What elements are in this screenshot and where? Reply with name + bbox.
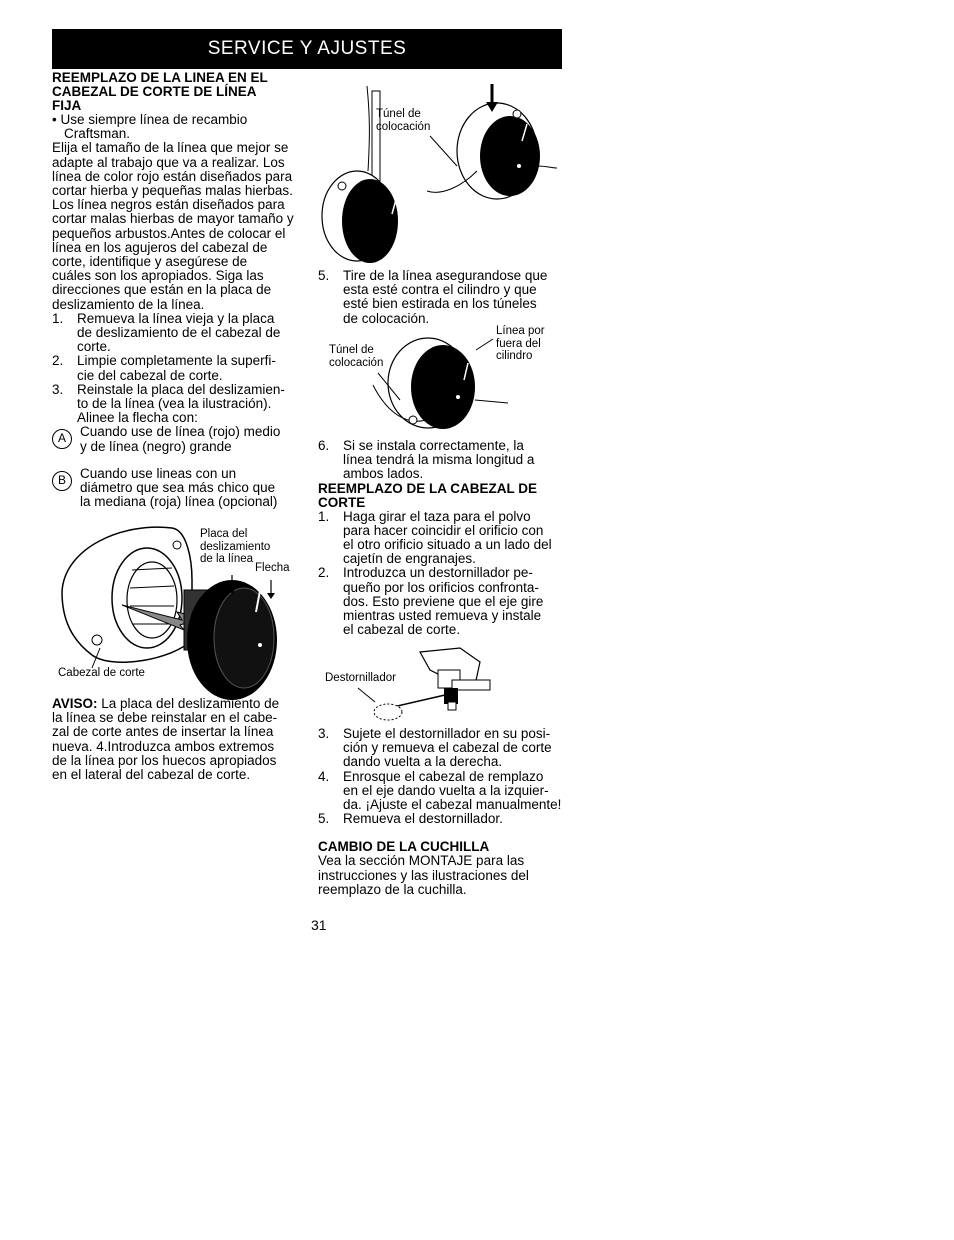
heading-cambio-cuchilla: CAMBIO DE LA CUCHILLA	[318, 839, 490, 855]
bullet-craftsman: • Use siempre línea de recambio Craftsman.	[52, 112, 248, 142]
right-column-bottom	[318, 727, 570, 897]
paragraph-line-size: Elija el tamaño de la línea que mejor se adapte al trabajo que va a realizar. Los línea de color rojo están diseñados para cortar hierba y pequeñas malas hierbas. Los línea negros están diseñados para cortar malas hierbas de mayor tamaño y pequeños arbustos.Antes de colocar el línea en los agujeros del cabezal de corte, identifique y asegúrese de cuáles son los apropiados. Siga las direcciones que están en la placa de deslizamiento de la línea.	[52, 140, 294, 312]
option-a-circle-icon: A	[52, 429, 72, 449]
step-6-right: 6. Si se instala correctamente, la línea tendrá la misma longitud a ambos lados.	[318, 438, 535, 482]
figure-tunnel	[312, 76, 562, 266]
page-number: 31	[311, 917, 327, 933]
step-3-right: 3. Sujete el destornillador en su posi- ción y remueva el cabezal de corte dando vuelta a la derecha.	[318, 726, 552, 770]
figure-line-outside	[318, 325, 558, 435]
option-b: B Cuando use lineas con un diámetro que sea más chico que la mediana (roja) línea (opcional)	[52, 467, 304, 510]
figure-cutting-head-plate	[52, 520, 302, 695]
label-tunel-2: Túnel de colocación	[329, 344, 384, 369]
step-5-right: 5. Tire de la línea asegurandose que esta esté contra el cilindro y que esté bien estirada en los túneles de colocación.	[318, 268, 548, 326]
paragraph-cuchilla: Vea la sección MONTAJE para las instrucciones y las ilustraciones del reemplazo de la cuchilla.	[318, 853, 529, 897]
heading-reemplazo-cabezal: REEMPLAZO DE LA CABEZAL DE CORTE	[318, 480, 538, 510]
option-a: A Cuando use de línea (rojo) medio y de línea (negro) grande	[52, 425, 304, 453]
label-tunel-1: Túnel de colocación	[376, 108, 431, 133]
label-flecha: Flecha	[255, 562, 290, 574]
step-4-right: 4. Enrosque el cabezal de remplazo en el eje dando vuelta a la izquier- da. ¡Ajuste el cabezal manualmente!	[318, 768, 562, 813]
figure-screwdriver	[320, 640, 500, 725]
section-banner: SERVICE Y AJUSTES	[52, 29, 562, 69]
tunnel-illustration	[312, 76, 562, 266]
step-5-right-b: 5. Remueva el destornillador.	[318, 811, 503, 827]
option-b-circle-icon: B	[52, 471, 72, 491]
label-linea-fuera: Línea por fuera del cilindro	[496, 325, 545, 362]
step-2-right: 2. Introduzca un destornillador pe- queño por los orificios confronta- dos. Esto previene que el eje gire mientras usted remueva y instale el cabezal de corte.	[318, 565, 544, 638]
heading-reemplazo-linea: REEMPLAZO DE LA LINEA EN EL CABEZAL DE CORTE DE LÍNEA FIJA	[52, 70, 268, 113]
step-1-right: 1. Haga girar el taza para el polvo para hacer coincidir el orificio con el otro orificio situado a un lado del cajetín de engranajes.	[318, 508, 552, 567]
aviso-paragraph: AVISO: La placa del deslizamiento de la línea se debe reinstalar en el cabe- zal de corte antes de insertar la línea nueva. 4.Introduzca ambos extremos de la línea por los huecos apropiados en el lateral del cabezal de corte.	[52, 696, 280, 783]
label-cabezal: Cabezal de corte	[58, 667, 145, 679]
step-2-left: 2. Limpie completamente la superfi- cie del cabezal de corte.	[52, 353, 276, 383]
step-1-left: 1. Remueva la línea vieja y la placa de deslizamiento de el cabezal de corte.	[52, 310, 281, 355]
step-3-left: 3. Reinstale la placa del deslizamien- to de la línea (vea la ilustración). Alinee la flecha con:	[52, 381, 285, 426]
label-destornillador: Destornillador	[325, 672, 396, 684]
label-placa: Placa del deslizamiento de la línea	[200, 528, 271, 565]
left-column	[52, 71, 304, 509]
right-column-lower	[318, 439, 570, 637]
